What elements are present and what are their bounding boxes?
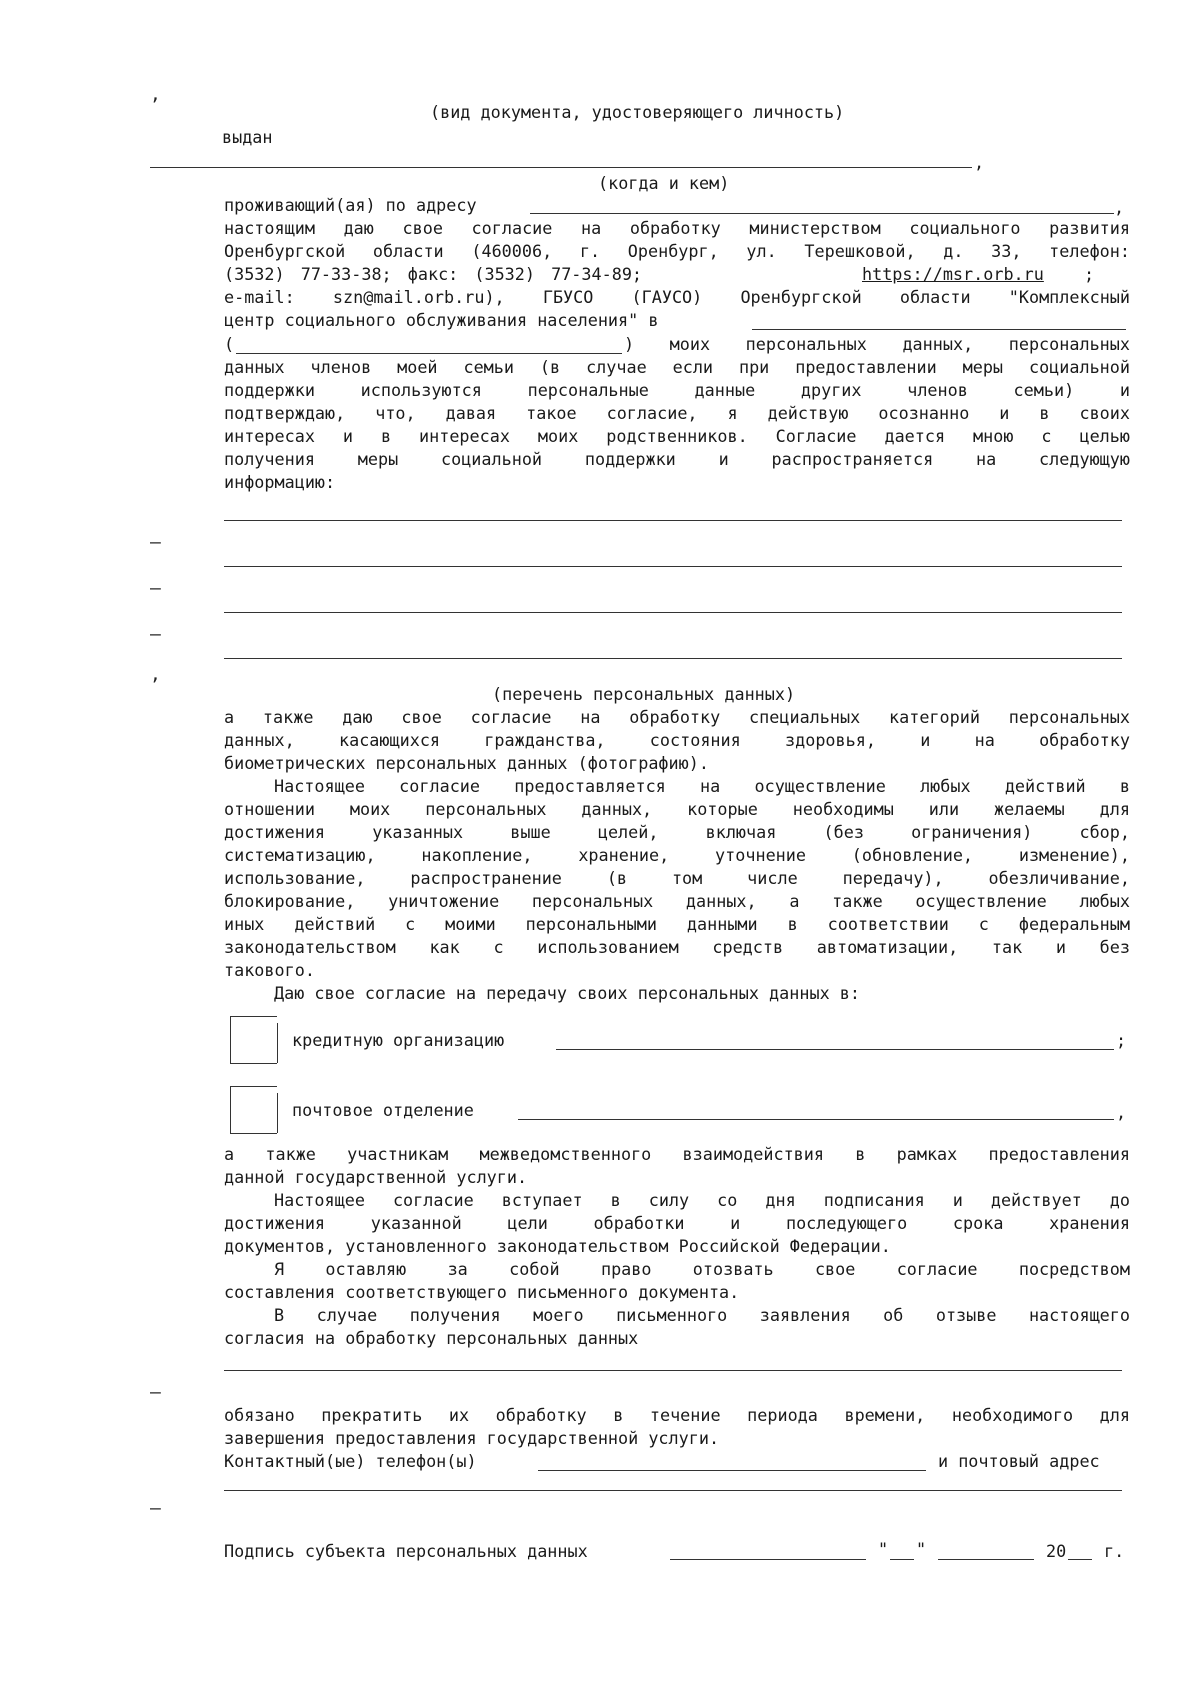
when-by-caption: (когда и кем) <box>598 173 730 193</box>
interagency-line-2: данной государственной услуги. <box>224 1167 528 1187</box>
consent-line-4: e-mail: szn@mail.orb.ru), ГБУСО (ГАУСО) Оренбургской области "Комплексный <box>224 287 1130 307</box>
post-office-label: почтовое отделение <box>292 1100 474 1120</box>
issued-field[interactable] <box>150 167 972 168</box>
validity-line-2: достижения указанной цели обработки и последующего срока хранения <box>224 1213 1130 1233</box>
validity-line-3: документов, установленного законодательством Российской Федерации. <box>224 1236 891 1256</box>
actions-line-4: систематизацию, накопление, хранение, уточнение (обновление, изменение), <box>224 845 1130 865</box>
scan-mark: – <box>150 624 161 645</box>
credit-org-checkbox[interactable] <box>230 1016 277 1064</box>
validity-line-1: Настоящее согласие вступает в силу со дня подписания и действует до <box>274 1190 1130 1210</box>
post-office-end: , <box>1116 1102 1127 1122</box>
special-line-1: а также даю свое согласие на обработку специальных категорий персональных <box>224 707 1130 727</box>
actions-line-5: использование, распространение (в том числе передачу), обезличивание, <box>224 868 1130 888</box>
actions-line-6: блокирование, уничтожение персональных данных, а также осуществление любых <box>224 891 1130 911</box>
paren-open: ( <box>224 334 235 354</box>
contact-phone-field[interactable] <box>538 1470 926 1471</box>
consent-line-6: ) моих персональных данных, персональных <box>624 334 1130 354</box>
consent-line-2: Оренбургской области (460006, г. Оренбург, ул. Терешковой, д. 33, телефон: <box>224 241 1130 261</box>
revoke-line-2: составления соответствующего письменного документа. <box>224 1282 740 1302</box>
signature-label: Подпись субъекта персональных данных <box>224 1541 588 1561</box>
residing-comma: , <box>1114 197 1125 217</box>
consent-line-9: подтверждаю, что, давая такое согласие, я действую осознанно и в своих <box>224 403 1130 423</box>
post-office-field[interactable] <box>518 1119 1114 1120</box>
revoke-line-1: Я оставляю за собой право отозвать свое согласие посредством <box>274 1259 1130 1279</box>
date-year-suffix: г. <box>1104 1541 1125 1561</box>
date-year-field[interactable] <box>1068 1559 1092 1560</box>
date-quote-close: " <box>916 1539 927 1559</box>
scan-mark: – <box>150 1382 161 1403</box>
msr-website-link[interactable]: https://msr.orb.ru <box>862 264 1044 284</box>
interagency-line-1: а также участникам межведомственного взаимодействия в рамках предоставления <box>224 1144 1130 1164</box>
transfer-intro: Даю свое согласие на передачу своих персональных данных в: <box>274 983 860 1003</box>
issued-label: выдан <box>222 127 273 147</box>
consent-line-5: центр социального обслуживания населения" в <box>224 310 659 330</box>
post-office-checkbox[interactable] <box>230 1086 277 1134</box>
obligation-line-1: обязано прекратить их обработку в течение периода времени, необходимого для <box>224 1405 1130 1425</box>
signature-field[interactable] <box>670 1559 866 1560</box>
withdrawal-line-2: согласия на обработку персональных данных <box>224 1328 639 1348</box>
date-year-prefix: 20 <box>1046 1541 1067 1561</box>
obligation-line-2: завершения предоставления государственной услуги. <box>224 1428 720 1448</box>
personal-data-line-2[interactable] <box>224 566 1122 567</box>
consent-line-3: (3532) 77-33-38; факс: (3532) 77-34-89; <box>224 264 643 284</box>
special-line-3: биометрических персональных данных (фотографию). <box>224 753 709 773</box>
doc-type-caption: (вид документа, удостоверяющего личность) <box>430 102 845 122</box>
credit-org-end: ; <box>1116 1030 1127 1050</box>
center-name-field[interactable] <box>752 329 1126 330</box>
actions-line-8: законодательством как с использованием средств автоматизации, так и без <box>224 937 1130 957</box>
consent-line-10: интересах и в интересах моих родственников. Согласие дается мною с целью <box>224 426 1130 446</box>
contact-address-field[interactable] <box>224 1490 1122 1491</box>
actions-line-9: такового. <box>224 960 315 980</box>
contact-phone-label: Контактный(ые) телефон(ы) <box>224 1451 477 1471</box>
actions-line-7: иных действий с моими персональными данными в соответствии с федеральным <box>224 914 1130 934</box>
scan-mark: – <box>150 1498 161 1519</box>
address-field[interactable] <box>530 213 1114 214</box>
personal-data-line-4[interactable] <box>224 658 1122 659</box>
special-line-2: данных, касающихся гражданства, состояния здоровья, и на обработку <box>224 730 1130 750</box>
withdrawal-line-1: В случае получения моего письменного заявления об отзыве настоящего <box>274 1305 1130 1325</box>
consent-line-11: получения меры социальной поддержки и распространяется на следующую <box>224 449 1130 469</box>
date-month-field[interactable] <box>938 1559 1034 1560</box>
scan-mark: – <box>150 532 161 553</box>
residing-label: проживающий(ая) по адресу <box>224 195 477 215</box>
date-quote-open: " <box>878 1539 889 1559</box>
scan-mark: , <box>150 664 161 685</box>
contact-address-label: и почтовый адрес <box>938 1451 1100 1471</box>
credit-org-field[interactable] <box>556 1049 1114 1050</box>
center-location-field[interactable] <box>236 353 622 354</box>
consent-line-1: настоящим даю свое согласие на обработку министерством социального развития <box>224 218 1130 238</box>
scan-mark: – <box>150 578 161 599</box>
consent-line-12: информацию: <box>224 472 336 492</box>
scan-mark: , <box>150 84 161 105</box>
actions-line-3: достижения указанных выше целей, включая (без ограничения) сбор, <box>224 822 1130 842</box>
personal-data-caption: (перечень персональных данных) <box>492 684 796 704</box>
organization-name-field[interactable] <box>224 1370 1122 1371</box>
actions-line-2: отношении моих персональных данных, которые необходимы или желаемы для <box>224 799 1130 819</box>
link-suffix: ; <box>1084 264 1095 284</box>
consent-line-8: поддержки используются персональные данные других членов семьи) и <box>224 380 1130 400</box>
credit-org-label: кредитную организацию <box>292 1030 505 1050</box>
issued-comma: , <box>974 152 985 172</box>
actions-line-1: Настоящее согласие предоставляется на осуществление любых действий в <box>274 776 1130 796</box>
personal-data-line-3[interactable] <box>224 612 1122 613</box>
consent-line-7: данных членов моей семьи (в случае если при предоставлении меры социальной <box>224 357 1130 377</box>
date-day-field[interactable] <box>890 1559 914 1560</box>
personal-data-line-1[interactable] <box>224 520 1122 521</box>
